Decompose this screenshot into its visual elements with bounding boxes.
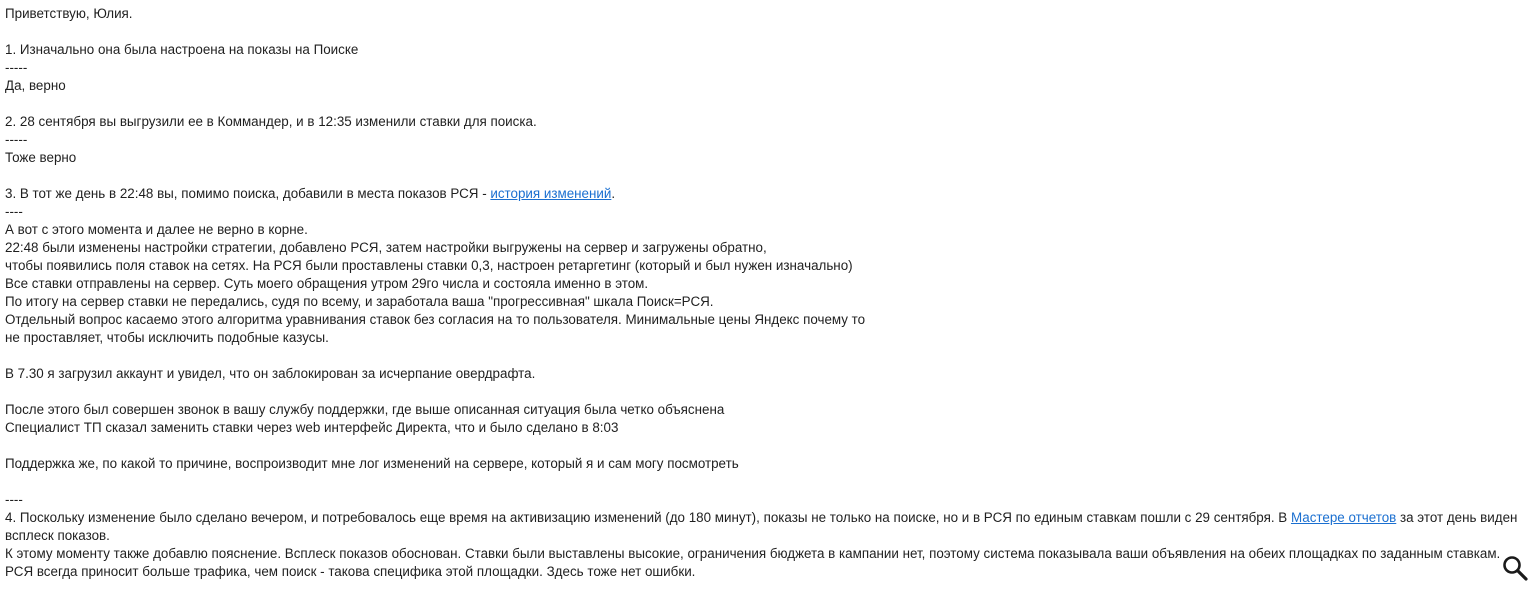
blank-line [5,347,1527,365]
point-4-quote-end: за этот день виден всплеск показов. [5,510,1518,543]
point-2-answer: Тоже верно [5,150,77,165]
blank-line [5,383,1527,401]
point-4-quote [5,509,1527,545]
change-history-link[interactable]: история изменений [490,186,612,201]
separator: ----- [5,60,28,75]
point-1-answer: Да, верно [5,78,66,93]
blank-line [5,473,1527,491]
answer-line: чтобы появились поля ставок на сетях. На РСЯ были проставлены ставки 0,3, настроен ретаргетинг (который и был нужен изначально) [5,258,853,273]
answer-line: А вот с этого момента и далее не верно в корне. [5,222,308,237]
point-3-quote-text: 3. В тот же день в 22:48 вы, помимо поиска, добавили в места показов РСЯ - [5,186,491,201]
separator: ----- [5,132,28,147]
answer-line: 22:48 были изменены настройки стратегии, добавлено РСЯ, затем настройки выгружены на сервер и загружены обратно, [5,240,767,255]
answer-line: По итогу на сервер ставки не передались, судя по всему, и заработала ваша "прогрессивная" шкала Поиск=РСЯ. [5,294,714,309]
email-body [5,5,1527,581]
point-3-quote-end: . [611,186,616,201]
support-log-line: Поддержка же, по какой то причине, воспроизводит мне лог изменений на сервере, который я и сам могу посмотреть [5,456,739,471]
separator: ---- [5,204,23,219]
support-call-line: После этого был совершен звонок в вашу службу поддержки, где выше описанная ситуация была четко объяснена [5,402,725,417]
answer-line: Все ставки отправлены на сервер. Суть моего обращения утром 29го числа и состояла именно в этом. [5,276,649,291]
point-1-quote: 1. Изначально она была настроена на показы на Поиске [5,42,359,57]
point-4-quote-text: 4. Поскольку изменение было сделано вечером, и потребовалось еще время на активизацию изменений (до 180 минут), показы не только на поиске, но и в РСЯ по единым ставкам пошли с 29 сентября. В [5,510,1291,525]
report-wizard-link[interactable]: Мастере отчетов [1290,510,1397,525]
support-call-line: Специалист ТП сказал заменить ставки через web интерфейс Директа, что и было сделано в 8:03 [5,420,619,435]
point-3-quote [5,185,1527,203]
point-4-explanation: К этому моменту также добавлю пояснение. Всплеск показов обоснован. Ставки были выставлены высокие, ограничения бюджета в кампании нет, поэтому система показывала ваши объявления на обеих площадках по заданным ставкам. РСЯ всегда приносит больше трафика, чем поиск - такова специфика этой площадки. Здесь тоже нет ошибки. [5,546,1501,579]
point-2-quote: 2. 28 сентября вы выгрузили ее в Коммандер, и в 12:35 изменили ставки для поиска. [5,114,537,129]
blank-line [5,437,1527,455]
blank-line [5,23,1527,41]
greeting: Приветствую, Юлия. [5,6,133,21]
answer-line: не проставляет, чтобы исключить подобные казусы. [5,330,329,345]
blank-line [5,167,1527,185]
blank-line [5,95,1527,113]
magnifier-icon[interactable] [1502,555,1528,581]
account-blocked-line: В 7.30 я загрузил аккаунт и увидел, что он заблокирован за исчерпание овердрафта. [5,366,536,381]
separator: ---- [5,492,23,507]
answer-line: Отдельный вопрос касаемо этого алгоритма уравнивания ставок без согласия на то пользователя. Минимальные цены Яндекс почему то [5,312,866,327]
